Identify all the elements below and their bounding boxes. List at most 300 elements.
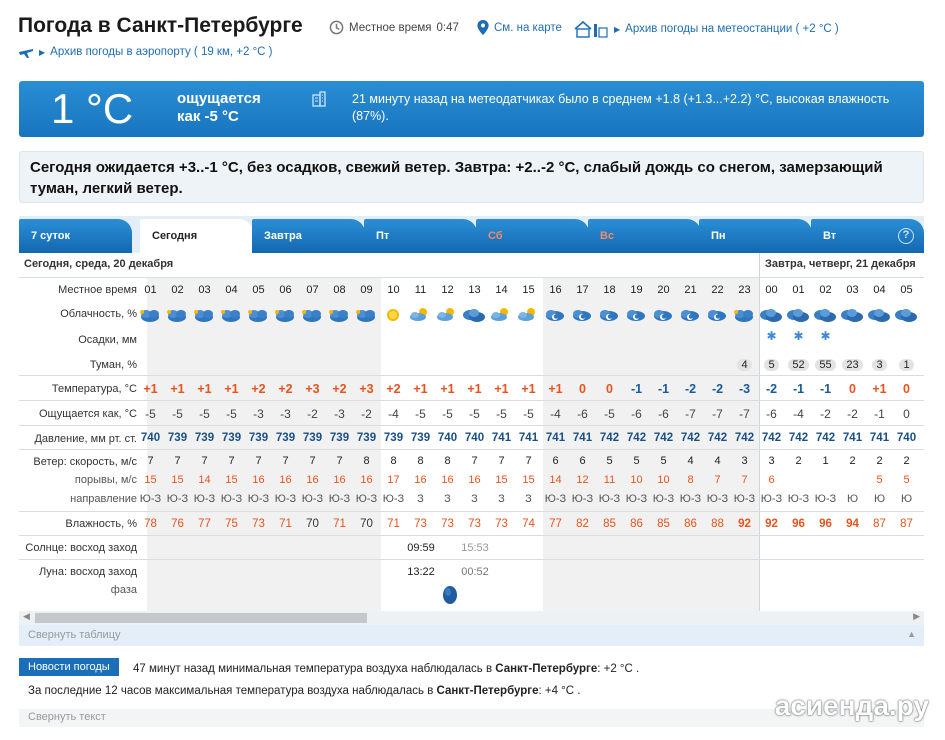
feels-value: -2 <box>847 407 858 421</box>
direction-value: Ю-З <box>220 493 243 505</box>
temp-value: +3 <box>305 382 320 396</box>
temp-value: +2 <box>278 382 293 396</box>
news-label: Новости погоды <box>19 658 119 676</box>
fog-badge: 3 <box>872 359 886 371</box>
pressure-value: 742 <box>653 432 674 444</box>
fog-badge: 4 <box>737 359 751 371</box>
page-header <box>18 12 938 72</box>
temp-value: 0 <box>849 382 856 396</box>
fog-badge: 1 <box>899 359 913 371</box>
humidity-value: 96 <box>792 518 805 530</box>
direction-value: Ю-З <box>355 493 378 505</box>
temp-value: -1 <box>792 382 805 396</box>
feels-value: -3 <box>334 407 345 421</box>
humidity-value: 73 <box>252 518 265 530</box>
temp-value: +2 <box>251 382 266 396</box>
temp-value: +1 <box>872 382 887 396</box>
hour-label: 00 <box>765 284 778 296</box>
row-label-precip: Осадки, мм <box>78 334 137 346</box>
pressure-value: 739 <box>356 432 377 444</box>
sunrise: 09:59 <box>407 542 435 554</box>
current-weather <box>19 81 924 137</box>
direction-value: Ю-З <box>139 493 162 505</box>
row-label-gusts: порывы, м/с <box>74 474 137 486</box>
cloud-icon <box>218 304 245 326</box>
gust-value: 6 <box>768 474 775 486</box>
feels-value: -6 <box>631 407 642 421</box>
feels-value: -7 <box>739 407 750 421</box>
hour-label: 20 <box>657 284 670 296</box>
tab-today[interactable]: Сегодня <box>140 219 253 253</box>
station-archive-link[interactable]: ▶ Архив погоды на метеостанции ( +2 °C ) <box>573 20 839 38</box>
humidity-value: 73 <box>468 518 481 530</box>
pressure-value: 739 <box>248 432 269 444</box>
hour-label: 23 <box>738 284 751 296</box>
humidity-value: 85 <box>657 518 670 530</box>
feels-value: -5 <box>496 407 507 421</box>
wind-value: 7 <box>228 455 235 467</box>
pressure-value: 742 <box>626 432 647 444</box>
pressure-value: 741 <box>572 432 593 444</box>
fog-value <box>731 359 758 371</box>
gust-value: 17 <box>387 474 400 486</box>
wind-value: 4 <box>714 455 721 467</box>
wind-value: 1 <box>822 455 829 467</box>
feels-value: -5 <box>172 407 183 421</box>
fog-badge: 5 <box>764 359 778 371</box>
pressure-value: 739 <box>275 432 296 444</box>
feels-value: -6 <box>766 407 777 421</box>
wind-value: 2 <box>903 455 910 467</box>
temp-value: +1 <box>440 382 455 396</box>
pressure-value: 741 <box>545 432 566 444</box>
temp-value: 0 <box>903 382 910 396</box>
hour-label: 04 <box>225 284 238 296</box>
humidity-value: 73 <box>414 518 427 530</box>
feels-value: -5 <box>145 407 156 421</box>
temp-value: 0 <box>579 382 586 396</box>
humidity-value: 76 <box>171 518 184 530</box>
row-label-fog: Туман, % <box>89 359 137 371</box>
fog-value <box>893 359 920 371</box>
horizontal-scrollbar[interactable] <box>19 611 924 625</box>
feels-value: -2 <box>361 407 372 421</box>
direction-value: Ю-З <box>625 493 648 505</box>
pressure-value: 742 <box>599 432 620 444</box>
cloud-icon <box>623 304 650 326</box>
direction-value: Ю-З <box>274 493 297 505</box>
cloud-icon <box>650 304 677 326</box>
wind-value: 3 <box>768 455 775 467</box>
sensor-note: 21 минуту назад на метеодатчиках было в среднем +1.8 (+1.3...+2.2) °C, высокая влажность (87%). <box>352 92 890 123</box>
hour-label: 11 <box>414 284 427 296</box>
day-tabs <box>19 219 924 253</box>
direction-value: Ю-З <box>652 493 675 505</box>
cloud-icon <box>866 304 893 326</box>
tab-tue[interactable]: Вт ? <box>811 219 924 253</box>
row-label-time: Местное время <box>58 284 137 296</box>
gust-value: 5 <box>876 474 883 486</box>
direction-value: Ю <box>900 493 913 505</box>
forecast-table-panel <box>19 216 924 646</box>
hour-label: 05 <box>900 284 913 296</box>
temp-value: +1 <box>548 382 563 396</box>
gust-value: 7 <box>714 474 721 486</box>
wind-value: 7 <box>201 455 208 467</box>
tab-tomorrow[interactable]: Завтра <box>252 219 365 253</box>
pressure-value: 741 <box>869 432 890 444</box>
direction-value: Ю-З <box>247 493 270 505</box>
feels-value: -5 <box>226 407 237 421</box>
news-item-1: 47 минут назад минимальная температура воздуха наблюдалась в Санкт-Петербурге: +2 °C . <box>133 663 640 675</box>
moonset: 00:52 <box>461 566 489 578</box>
cloud-icon <box>515 304 542 326</box>
feels-value: -5 <box>199 407 210 421</box>
direction-value: Ю-З <box>733 493 756 505</box>
tab-sat[interactable]: Сб <box>476 219 589 253</box>
gust-value: 16 <box>333 474 346 486</box>
humidity-value: 88 <box>711 518 724 530</box>
fog-value <box>839 359 866 371</box>
pressure-value: 739 <box>383 432 404 444</box>
hour-label: 14 <box>495 284 508 296</box>
wind-value: 7 <box>525 455 532 467</box>
direction-value: З <box>444 493 451 505</box>
snow-icon: ✱ <box>820 329 831 343</box>
temp-value: +1 <box>197 382 212 396</box>
wind-value: 7 <box>309 455 316 467</box>
hour-label: 10 <box>387 284 400 296</box>
cloud-icon <box>704 304 731 326</box>
current-temp: 1 °C <box>51 85 134 132</box>
temp-value: +1 <box>467 382 482 396</box>
pressure-value: 742 <box>734 432 755 444</box>
gust-value: 16 <box>252 474 265 486</box>
hour-label: 03 <box>198 284 211 296</box>
wind-value: 7 <box>282 455 289 467</box>
tab-mon[interactable]: Пн <box>699 219 812 253</box>
scroll-right-icon[interactable]: ▶ <box>913 611 920 621</box>
hour-label: 19 <box>630 284 643 296</box>
wind-value: 7 <box>498 455 505 467</box>
humidity-value: 73 <box>441 518 454 530</box>
hour-label: 08 <box>333 284 346 296</box>
day-label-tomorrow: Завтра, четверг, 21 декабря <box>765 258 916 270</box>
feels-value: -7 <box>685 407 696 421</box>
wind-value: 2 <box>795 455 802 467</box>
pressure-value: 739 <box>302 432 323 444</box>
cloud-icon <box>839 304 866 326</box>
wind-value: 7 <box>147 455 154 467</box>
feels-value: -5 <box>523 407 534 421</box>
row-label-sun: Солнце: восход заход <box>25 542 137 554</box>
pressure-value: 741 <box>842 432 863 444</box>
humidity-value: 70 <box>306 518 319 530</box>
humidity-value: 87 <box>900 518 913 530</box>
row-label-phase: фаза <box>110 584 137 596</box>
feels-value: -5 <box>442 407 453 421</box>
wind-value: 6 <box>552 455 559 467</box>
cloud-icon <box>812 304 839 326</box>
feels-value: -6 <box>658 407 669 421</box>
feels-value: -5 <box>415 407 426 421</box>
feels-value: -4 <box>388 407 399 421</box>
wind-value: 5 <box>633 455 640 467</box>
tab-fri[interactable]: Пт <box>364 219 477 253</box>
hour-label: 05 <box>252 284 265 296</box>
hour-label: 06 <box>279 284 292 296</box>
gust-value: 14 <box>198 474 211 486</box>
wind-value: 8 <box>390 455 397 467</box>
cloud-icon <box>596 304 623 326</box>
wind-value: 5 <box>660 455 667 467</box>
temp-value: -2 <box>711 382 724 396</box>
temp-value: -2 <box>684 382 697 396</box>
temp-value: -2 <box>765 382 778 396</box>
temp-value: -1 <box>657 382 670 396</box>
row-label-temp: Температура, °C <box>51 383 137 395</box>
temp-value: +3 <box>359 382 374 396</box>
gust-value: 12 <box>576 474 589 486</box>
pressure-value: 741 <box>491 432 512 444</box>
fog-value <box>866 359 893 371</box>
pressure-value: 739 <box>410 432 431 444</box>
map-link[interactable]: См. на карте <box>477 20 562 35</box>
fog-value <box>812 359 839 371</box>
hour-label: 02 <box>819 284 832 296</box>
hour-label: 07 <box>306 284 319 296</box>
direction-value: Ю-З <box>328 493 351 505</box>
pressure-value: 739 <box>329 432 350 444</box>
cloud-icon <box>434 304 461 326</box>
sunset: 15:53 <box>461 542 489 554</box>
fog-value <box>758 359 785 371</box>
hour-label: 01 <box>792 284 805 296</box>
tab-sun[interactable]: Вс <box>588 219 701 253</box>
feels-value: -2 <box>820 407 831 421</box>
humidity-value: 85 <box>603 518 616 530</box>
cloud-icon <box>272 304 299 326</box>
plane-icon <box>18 45 34 59</box>
wind-value: 7 <box>471 455 478 467</box>
humidity-value: 71 <box>279 518 292 530</box>
row-label-direction: направление <box>70 493 137 505</box>
temp-value: +2 <box>386 382 401 396</box>
pressure-value: 742 <box>788 432 809 444</box>
row-label-feels: Ощущается как, °C <box>38 408 137 420</box>
feels-value: 0 <box>903 407 910 421</box>
temp-value: +1 <box>494 382 509 396</box>
temp-value: +1 <box>521 382 536 396</box>
humidity-value: 78 <box>144 518 157 530</box>
temp-value: +2 <box>332 382 347 396</box>
hour-label: 17 <box>576 284 589 296</box>
temp-value: +1 <box>224 382 239 396</box>
feels-value: -2 <box>307 407 318 421</box>
watermark: асиенда.ру <box>774 690 929 721</box>
humidity-value: 87 <box>873 518 886 530</box>
cloud-icon <box>677 304 704 326</box>
wind-value: 2 <box>849 455 856 467</box>
news-item-2: За последние 12 часов максимальная температура воздуха наблюдалась в Санкт-Петербурге: +4 °C . <box>28 685 581 697</box>
humidity-value: 75 <box>225 518 238 530</box>
row-label-humidity: Влажность, % <box>65 518 137 530</box>
pressure-value: 740 <box>464 432 485 444</box>
gust-value: 16 <box>468 474 481 486</box>
temp-value: -3 <box>738 382 751 396</box>
collapse-up-icon[interactable]: ▲ <box>907 629 916 639</box>
direction-value: Ю-З <box>760 493 783 505</box>
cloud-icon <box>299 304 326 326</box>
feels-value: -4 <box>550 407 561 421</box>
hour-label: 03 <box>846 284 859 296</box>
direction-value: Ю <box>873 493 886 505</box>
direction-value: Ю-З <box>166 493 189 505</box>
hour-label: 21 <box>684 284 697 296</box>
map-pin-icon <box>477 20 489 35</box>
local-time: Местное время 0:47 <box>329 20 459 35</box>
humidity-value: 71 <box>333 518 346 530</box>
hour-label: 01 <box>144 284 157 296</box>
humidity-value: 82 <box>576 518 589 530</box>
direction-value: Ю-З <box>598 493 621 505</box>
wind-value: 7 <box>336 455 343 467</box>
humidity-value: 77 <box>549 518 562 530</box>
snow-icon: ✱ <box>793 329 804 343</box>
gust-value: 15 <box>171 474 184 486</box>
page-title: Погода в Санкт-Петербурге <box>18 14 303 37</box>
wind-value: 5 <box>606 455 613 467</box>
feels-value: -3 <box>280 407 291 421</box>
snow-icon: ✱ <box>766 329 777 343</box>
humidity-value: 96 <box>819 518 832 530</box>
direction-value: Ю-З <box>382 493 405 505</box>
cloud-icon <box>137 304 164 326</box>
station-icon <box>573 20 609 38</box>
humidity-value: 70 <box>360 518 373 530</box>
gust-value: 14 <box>549 474 562 486</box>
pressure-value: 740 <box>437 432 458 444</box>
humidity-value: 86 <box>630 518 643 530</box>
tab-7-days[interactable]: 7 суток <box>19 219 132 253</box>
direction-value: Ю-З <box>706 493 729 505</box>
fog-value <box>785 359 812 371</box>
gust-value: 16 <box>441 474 454 486</box>
day-label-today: Сегодня, среда, 20 декабря <box>24 258 174 270</box>
cloud-icon <box>353 304 380 326</box>
gust-value: 16 <box>279 474 292 486</box>
temp-value: -1 <box>630 382 643 396</box>
hour-label: 18 <box>603 284 616 296</box>
gust-value: 15 <box>144 474 157 486</box>
temp-value: 0 <box>606 382 613 396</box>
humidity-value: 86 <box>684 518 697 530</box>
row-label-moon: Луна: восход заход <box>38 566 137 578</box>
gust-value: 7 <box>741 474 748 486</box>
hourly-table <box>19 253 924 611</box>
wind-value: 3 <box>741 455 748 467</box>
pressure-value: 742 <box>680 432 701 444</box>
feels-value: -6 <box>577 407 588 421</box>
gust-value: 8 <box>687 474 694 486</box>
humidity-value: 92 <box>765 518 778 530</box>
temp-value: +1 <box>170 382 185 396</box>
clock-icon <box>329 20 344 35</box>
pressure-value: 739 <box>167 432 188 444</box>
gust-value: 15 <box>225 474 238 486</box>
help-icon[interactable]: ? <box>898 228 914 244</box>
humidity-value: 71 <box>387 518 400 530</box>
direction-value: Ю-З <box>193 493 216 505</box>
feels-value: -7 <box>712 407 723 421</box>
hour-label: 04 <box>873 284 886 296</box>
cloud-icon <box>407 304 434 326</box>
direction-value: Ю-З <box>571 493 594 505</box>
hour-label: 12 <box>441 284 454 296</box>
gust-value: 5 <box>903 474 910 486</box>
humidity-value: 74 <box>522 518 535 530</box>
gust-value: 15 <box>522 474 535 486</box>
temp-value: +1 <box>413 382 428 396</box>
wind-value: 8 <box>363 455 370 467</box>
collapse-text-link[interactable]: Свернуть текст <box>28 711 106 723</box>
row-label-pressure: Давление, мм рт. ст. <box>34 433 137 445</box>
direction-value: Ю <box>846 493 859 505</box>
wind-value: 4 <box>687 455 694 467</box>
forecast-summary: Сегодня ожидается +3..-1 °C, без осадков, свежий ветер. Завтра: +2..-2 °C, слабый дождь со снегом, замерзающий туман, легкий ветер. <box>19 151 924 203</box>
feels-like: ощущается как -5 °C <box>177 90 261 125</box>
row-label-cloud: Облачность, % <box>60 308 137 320</box>
wind-value: 2 <box>876 455 883 467</box>
direction-value: З <box>525 493 532 505</box>
moon-phase-icon <box>442 585 458 605</box>
wind-value: 8 <box>444 455 451 467</box>
wind-value: 8 <box>417 455 424 467</box>
feels-value: -5 <box>469 407 480 421</box>
fog-badge: 55 <box>815 359 835 371</box>
hour-label: 13 <box>468 284 481 296</box>
humidity-value: 94 <box>846 518 859 530</box>
pressure-value: 742 <box>761 432 782 444</box>
pressure-value: 742 <box>815 432 836 444</box>
temp-value: -1 <box>819 382 832 396</box>
pressure-value: 739 <box>221 432 242 444</box>
wind-value: 7 <box>255 455 262 467</box>
direction-value: Ю-З <box>787 493 810 505</box>
fog-badge: 52 <box>788 359 808 371</box>
building-icon <box>311 91 327 107</box>
gust-value: 16 <box>414 474 427 486</box>
scroll-left-icon[interactable]: ◀ <box>23 611 30 621</box>
humidity-value: 77 <box>198 518 211 530</box>
cloud-icon <box>488 304 515 326</box>
airport-archive-link[interactable]: ▶ Архив погоды в аэропорту ( 19 км, +2 °C ) <box>18 45 273 59</box>
temp-value: +1 <box>143 382 158 396</box>
direction-value: Ю-З <box>544 493 567 505</box>
wind-value: 6 <box>579 455 586 467</box>
direction-value: Ю-З <box>814 493 837 505</box>
direction-value: З <box>417 493 424 505</box>
feels-value: -3 <box>253 407 264 421</box>
wind-value: 7 <box>174 455 181 467</box>
scrollbar-thumb[interactable] <box>35 613 367 623</box>
hour-label: 16 <box>549 284 562 296</box>
collapse-table-link[interactable]: Свернуть таблицу <box>28 629 121 641</box>
feels-value: -5 <box>604 407 615 421</box>
cloud-icon <box>326 304 353 326</box>
row-label-wind: Ветер: скорость, м/с <box>33 456 137 468</box>
hour-label: 22 <box>711 284 724 296</box>
